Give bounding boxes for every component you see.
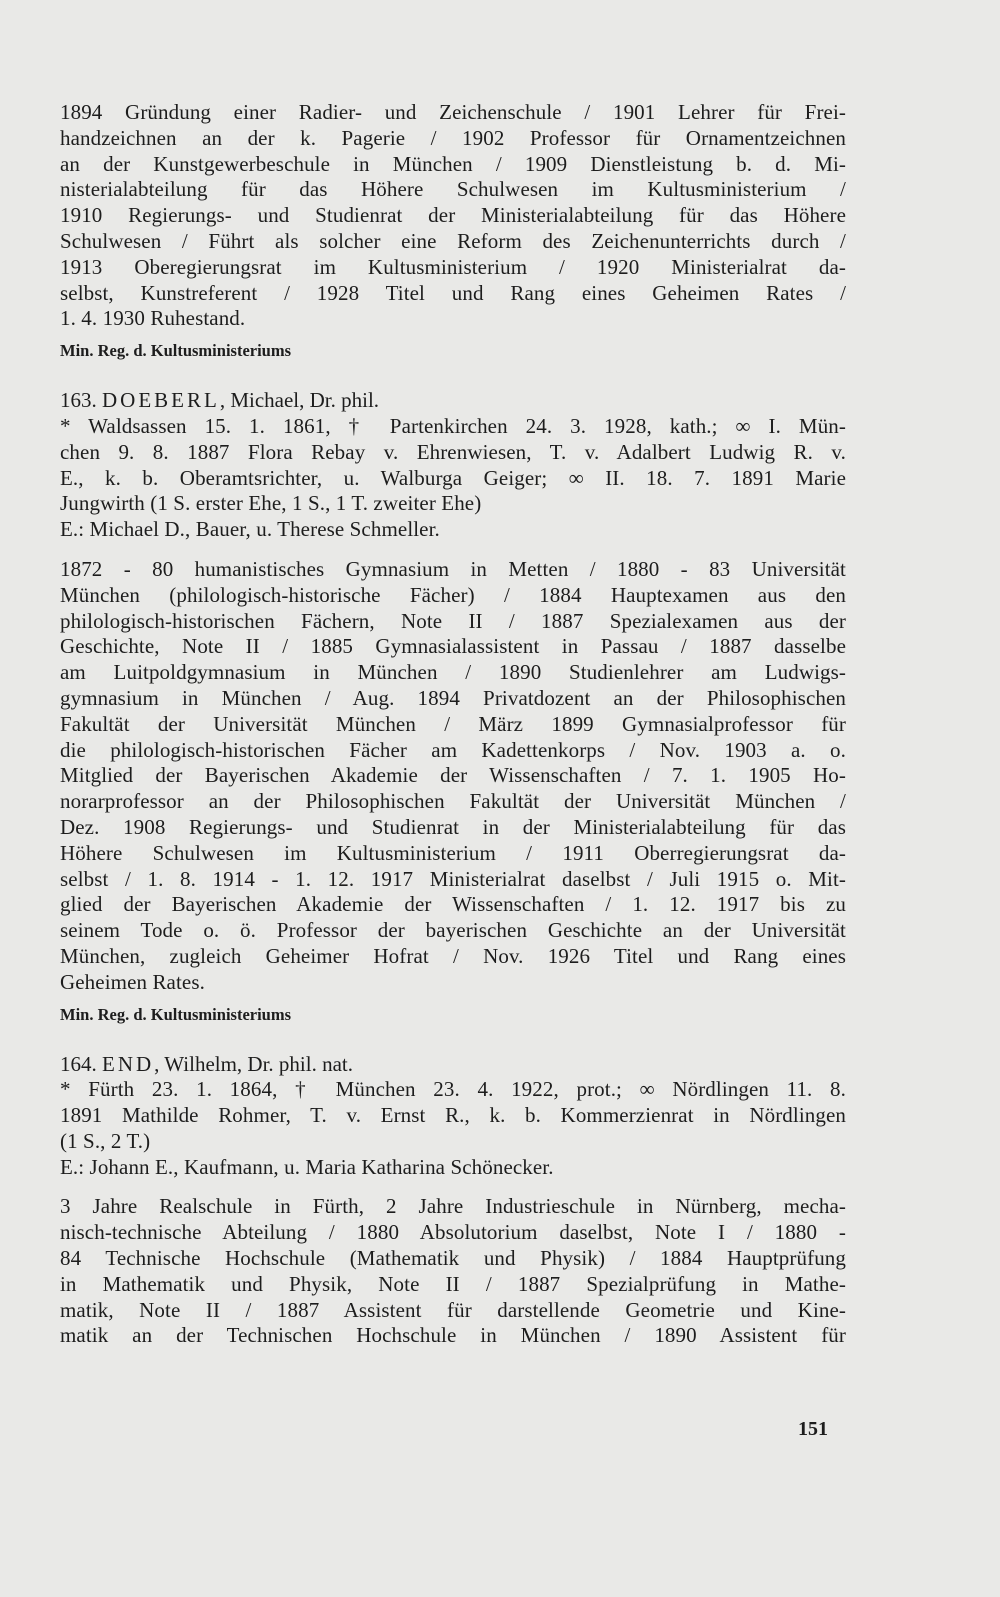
text-line: Jungwirth (1 S. erster Ehe, 1 S., 1 T. zweiter Ehe): [60, 491, 482, 516]
career-data: [60, 1194, 846, 1349]
text-line: 3 Jahre Realschule in Fürth, 2 Jahre Industrieschule in Nürnberg, mecha-: [60, 1194, 846, 1219]
text-line: München (philologisch-historische Fächer) / 1884 Hauptexamen aus den: [60, 582, 846, 607]
text-line: 1872 - 80 humanistisches Gymnasium in Metten / 1880 - 83 Universität: [60, 556, 846, 581]
text-line: selbst, Kunstreferent / 1928 Titel und Rang eines Geheimen Rates /: [60, 280, 846, 305]
text-line: Mitglied der Bayerischen Akademie der Wissenschaften / 7. 1. 1905 Ho-: [60, 763, 846, 788]
intro-paragraph: [60, 100, 846, 332]
text-line: in Mathematik und Physik, Note II / 1887 Spezialprüfung in Mathe-: [60, 1271, 846, 1296]
text-line: Geschichte, Note II / 1885 Gymnasialassistent in Passau / 1887 dasselbe: [60, 634, 846, 659]
entry-number: 164.: [60, 1051, 97, 1076]
text-line: philologisch-historischen Fächern, Note II / 1887 Spezialexamen aus der: [60, 608, 846, 633]
personal-data: [60, 414, 846, 543]
text-line: glied der Bayerischen Akademie der Wissenschaften / 1. 12. 1917 bis zu: [60, 892, 846, 917]
text-line: E.: Michael D., Bauer, u. Therese Schmeller.: [60, 517, 440, 542]
text-line: selbst / 1. 8. 1914 - 1. 12. 1917 Ministerialrat daselbst / Juli 1915 o. Mit-: [60, 866, 846, 891]
text-line: * Fürth 23. 1. 1864, † München 23. 4. 1922, prot.; ∞ Nördlingen 11. 8.: [60, 1077, 846, 1102]
text-line: Schulwesen / Führt als solcher eine Reform des Zeichenunterrichts durch /: [60, 228, 846, 253]
text-line: 1913 Oberegierungsrat im Kultusministerium / 1920 Ministerialrat da-: [60, 254, 846, 279]
text-line: nisterialabteilung für das Höhere Schulwesen im Kultusministerium /: [60, 177, 846, 202]
text-line: Höhere Schulwesen im Kultusministerium / 1911 Oberregierungsrat da-: [60, 840, 846, 865]
text-line: 1. 4. 1930 Ruhestand.: [60, 306, 246, 331]
text-line: * Waldsassen 15. 1. 1861, † Partenkirchen 24. 3. 1928, kath.; ∞ I. Mün-: [60, 413, 846, 438]
entry-heading: [60, 388, 846, 414]
entry-heading: [60, 1052, 846, 1078]
text-line: seinem Tode o. ö. Professor der bayerischen Geschichte an der Universität: [60, 918, 846, 943]
text-line: gymnasium in München / Aug. 1894 Privatdozent an der Philosophischen: [60, 685, 846, 710]
entry-surname: END: [102, 1051, 155, 1076]
entry-number: 163.: [60, 388, 97, 413]
text-line: chen 9. 8. 1887 Flora Rebay v. Ehrenwiesen, T. v. Adalbert Ludwig R. v.: [60, 439, 846, 464]
text-line: E.: Johann E., Kaufmann, u. Maria Katharina Schönecker.: [60, 1154, 554, 1179]
source-note: Min. Reg. d. Kultusministeriums: [60, 341, 292, 361]
text-line: E., k. b. Oberamtsrichter, u. Walburga Geiger; ∞ II. 18. 7. 1891 Marie: [60, 465, 846, 490]
entry-given-names: , Wilhelm, Dr. phil. nat.: [154, 1051, 354, 1076]
personal-data: [60, 1077, 846, 1180]
text-line: matik an der Technischen Hochschule in München / 1890 Assistent für: [60, 1323, 846, 1348]
entry-given-names: , Michael, Dr. phil.: [219, 388, 380, 413]
text-line: matik, Note II / 1887 Assistent für darstellende Geometrie und Kine-: [60, 1297, 846, 1322]
text-line: Dez. 1908 Regierungs- und Studienrat in der Ministerialabteilung für das: [60, 814, 846, 839]
source-note: Min. Reg. d. Kultusministeriums: [60, 1004, 292, 1024]
text-line: 1894 Gründung einer Radier- und Zeichenschule / 1901 Lehrer für Frei-: [60, 100, 846, 124]
text-line: handzeichnen an der k. Pagerie / 1902 Professor für Ornamentzeichnen: [60, 125, 846, 150]
text-line: an der Kunstgewerbeschule in München / 1909 Dienstleistung b. d. Mi-: [60, 151, 846, 176]
text-line: Fakultät der Universität München / März 1899 Gymnasialprofessor für: [60, 711, 846, 736]
text-line: 84 Technische Hochschule (Mathematik und Physik) / 1884 Hauptprüfung: [60, 1246, 846, 1271]
entry-surname: DOEBERL: [102, 388, 220, 413]
text-line: nisch-technische Abteilung / 1880 Absolutorium daselbst, Note I / 1880 -: [60, 1220, 846, 1245]
text-line: am Luitpoldgymnasium in München / 1890 Studienlehrer am Ludwigs-: [60, 660, 846, 685]
career-data: [60, 557, 846, 996]
text-line: 1910 Regierungs- und Studienrat der Ministerialabteilung für das Höhere: [60, 203, 846, 228]
text-line: (1 S., 2 T.): [60, 1128, 151, 1153]
text-line: München, zugleich Geheimer Hofrat / Nov. 1926 Titel und Rang eines: [60, 943, 846, 968]
page-number: 151: [798, 1418, 828, 1440]
text-line: Geheimen Rates.: [60, 969, 205, 994]
page-body: [60, 100, 846, 1349]
text-line: norarprofessor an der Philosophischen Fakultät der Universität München /: [60, 789, 846, 814]
text-line: die philologisch-historischen Fächer am Kadettenkorps / Nov. 1903 a. o.: [60, 737, 846, 762]
text-line: 1891 Mathilde Rohmer, T. v. Ernst R., k. b. Kommerzienrat in Nördlingen: [60, 1103, 846, 1128]
